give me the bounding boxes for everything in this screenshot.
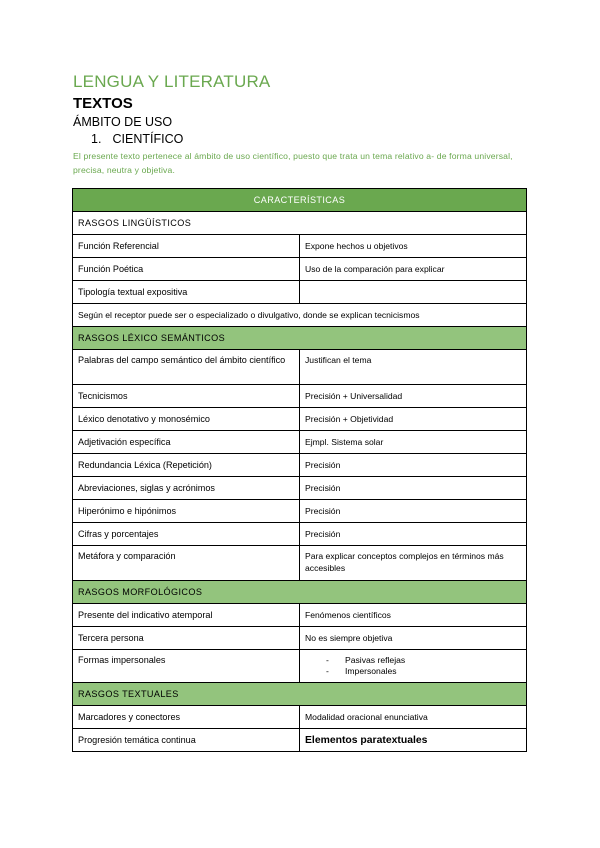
table-header-row <box>73 189 527 212</box>
category-row-morphological <box>73 581 527 604</box>
description-cell: Precisión <box>300 477 527 500</box>
category-row-textual <box>73 683 527 706</box>
trait-cell: Formas impersonales <box>73 650 300 683</box>
trait-cell: Marcadores y conectores <box>73 706 300 729</box>
table-row <box>73 385 527 408</box>
description-cell <box>300 650 527 683</box>
list-item: - Impersonales <box>345 666 521 677</box>
trait-cell: Progresión temática continua <box>73 729 300 752</box>
trait-cell: Abreviaciones, siglas y acrónimos <box>73 477 300 500</box>
category-row-lexical <box>73 327 527 350</box>
characteristics-table <box>72 188 527 752</box>
table-row <box>73 627 527 650</box>
category-row-linguistic <box>73 212 527 235</box>
description-cell: Para explicar conceptos complejos en términos más accesibles <box>300 546 527 581</box>
category-label: RASGOS TEXTUALES <box>73 683 527 706</box>
table-row <box>73 350 527 385</box>
table-row <box>73 281 527 304</box>
description-cell: Modalidad oracional enunciativa <box>300 706 527 729</box>
description-cell <box>300 729 527 752</box>
table-row <box>73 258 527 281</box>
section-heading <box>91 132 183 146</box>
description-cell: Fenómenos científicos <box>300 604 527 627</box>
table-row <box>73 604 527 627</box>
table-row <box>73 523 527 546</box>
section-name: CIENTÍFICO <box>112 132 184 146</box>
description-cell: Justifican el tema <box>300 350 527 385</box>
document-title: TEXTOS <box>73 95 133 112</box>
category-label: RASGOS LÉXICO SEMÁNTICOS <box>73 327 527 350</box>
description-cell: Precisión + Objetividad <box>300 408 527 431</box>
trait-cell: Cifras y porcentajes <box>73 523 300 546</box>
receptor-note: Según el receptor puede ser o especializado o divulgativo, donde se explican tecnicismos <box>73 304 527 327</box>
table-row-note <box>73 304 527 327</box>
description-cell: Uso de la comparación para explicar <box>300 258 527 281</box>
trait-cell: Tercera persona <box>73 627 300 650</box>
category-label: RASGOS MORFOLÓGICOS <box>73 581 527 604</box>
table-row <box>73 235 527 258</box>
trait-cell: Función Poética <box>73 258 300 281</box>
trait-cell: Función Referencial <box>73 235 300 258</box>
table-row <box>73 500 527 523</box>
description-cell: Precisión <box>300 500 527 523</box>
trait-cell: Presente del indicativo atemporal <box>73 604 300 627</box>
category-label: RASGOS LINGÜÍSTICOS <box>73 212 527 235</box>
scope-heading: ÁMBITO DE USO <box>73 115 173 129</box>
subject-heading: LENGUA Y LITERATURA <box>73 72 271 91</box>
trait-cell: Metáfora y comparación <box>73 546 300 581</box>
table-row <box>73 706 527 729</box>
trait-cell: Palabras del campo semántico del ámbito científico <box>73 350 300 385</box>
table-row <box>73 431 527 454</box>
trait-cell: Tecnicismos <box>73 385 300 408</box>
description-cell: Precisión <box>300 454 527 477</box>
table-row <box>73 729 527 752</box>
table-row <box>73 408 527 431</box>
description-cell: Precisión <box>300 523 527 546</box>
table-row <box>73 650 527 683</box>
description-cell: Expone hechos u objetivos <box>300 235 527 258</box>
list-item: - Pasivas reflejas <box>345 655 521 666</box>
trait-cell: Redundancia Léxica (Repetición) <box>73 454 300 477</box>
paratextual-elements: Elementos paratextuales <box>305 734 428 746</box>
trait-cell: Tipología textual expositiva <box>73 281 300 304</box>
table-heading: CARACTERÍSTICAS <box>73 189 527 212</box>
table-row <box>73 454 527 477</box>
trait-cell: Léxico denotativo y monosémico <box>73 408 300 431</box>
trait-cell: Adjetivación específica <box>73 431 300 454</box>
trait-cell: Hiperónimo e hipónimos <box>73 500 300 523</box>
impersonal-forms-list <box>305 655 521 677</box>
description-cell: Ejmpl. Sistema solar <box>300 431 527 454</box>
description-cell <box>300 281 527 304</box>
table-row <box>73 546 527 581</box>
description-cell: Precisión + Universalidad <box>300 385 527 408</box>
section-number: 1. <box>91 132 102 146</box>
intro-paragraph: El presente texto pertenece al ámbito de uso científico, puesto que trata un tema relativo a- de forma universal, precisa, neutra y objetiva. <box>73 151 513 175</box>
table-row <box>73 477 527 500</box>
description-cell: No es siempre objetiva <box>300 627 527 650</box>
